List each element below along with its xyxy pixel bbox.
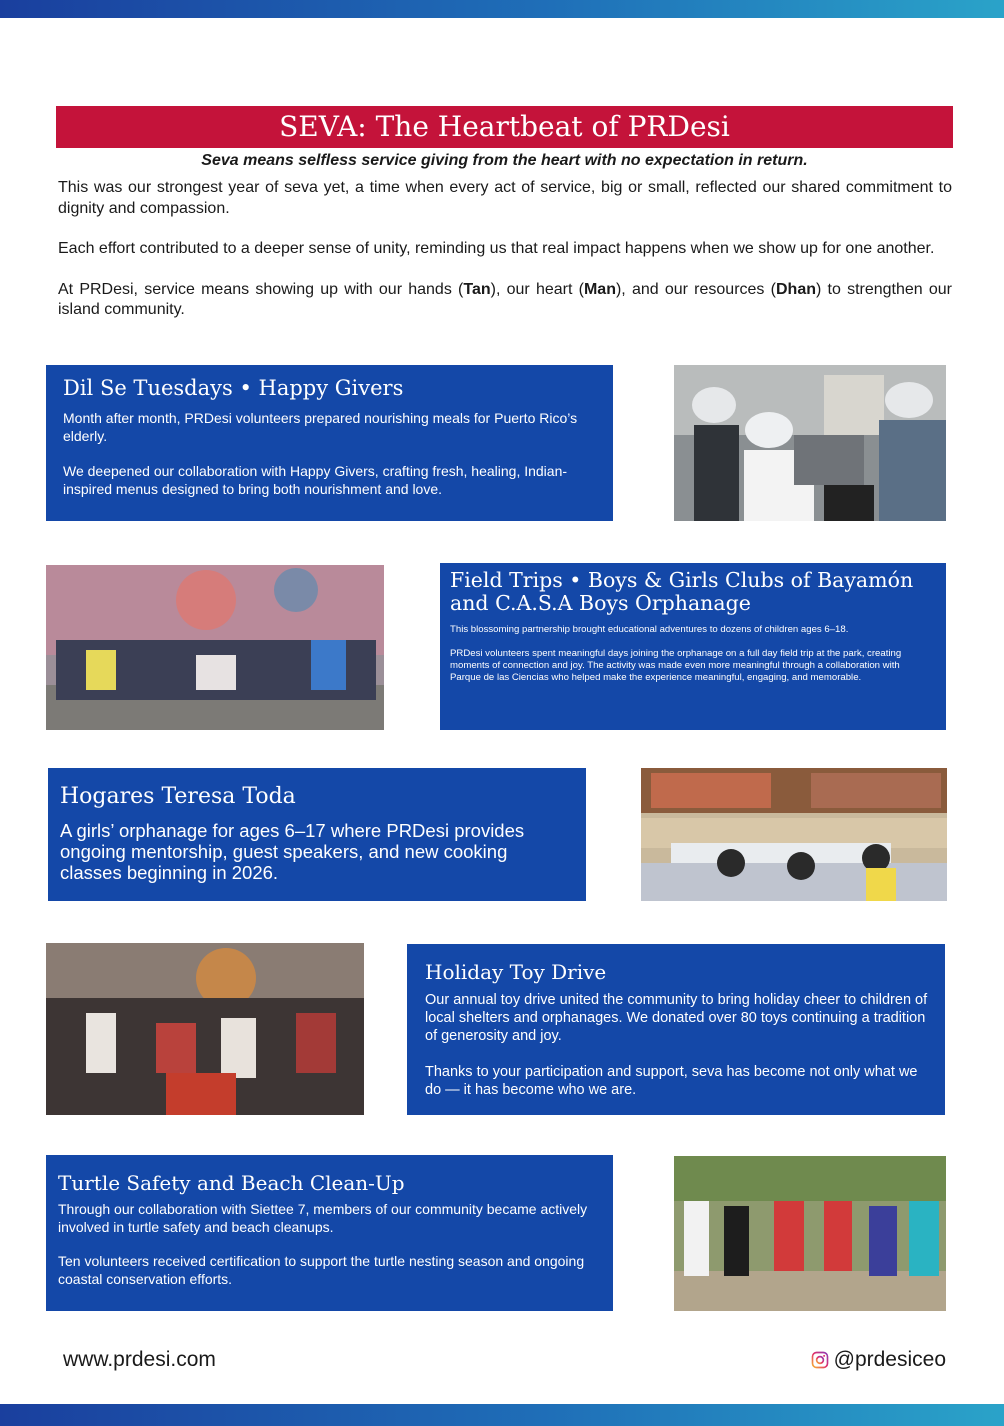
page-title-banner: SEVA: The Heartbeat of PRDesi xyxy=(56,106,953,148)
bottom-gradient-bar xyxy=(0,1404,1004,1426)
seva-definition: Seva means selfless service giving from the heart with no expectation in return. xyxy=(201,152,808,169)
turtle-safety-text-1: Through our collaboration with Siettee 7, members of our community became actively involved in turtle safety and beach cleanups. xyxy=(58,1201,588,1235)
dil-se-tuesdays-text-1: Month after month, PRDesi volunteers prepared nourishing meals for Puerto Rico’s elderly. xyxy=(63,410,578,444)
toy-drive-group-photo xyxy=(46,943,364,1115)
girls-classroom-photo xyxy=(641,768,947,901)
intro-paragraph-1: This was our strongest year of seva yet, a time when every act of service, big or small, reflected our shared commitment to dignity and compassion. xyxy=(58,179,952,217)
turtle-safety-text-2: Ten volunteers received certification to support the turtle nesting season and ongoing coastal conservation efforts. xyxy=(58,1253,585,1287)
field-trips-title: Field Trips • Boys & Girls Clubs of Bayamón and C.A.S.A Boys Orphanage xyxy=(450,568,914,615)
hogares-teresa-toda-card xyxy=(48,768,586,901)
holiday-toy-drive-card xyxy=(407,944,945,1115)
man-term: Man xyxy=(583,280,616,298)
top-gradient-bar xyxy=(0,0,1004,18)
intro-paragraph-3: At PRDesi, service means showing up with our hands (Tan), our heart (Man), and our resources (Dhan) to strengthen our island community. xyxy=(58,280,953,318)
holiday-toy-drive-text-2: Thanks to your participation and support, seva has become not only what we do — it has become who we are. xyxy=(425,1064,918,1098)
instagram-icon xyxy=(811,1351,829,1369)
dil-se-tuesdays-title: Dil Se Tuesdays • Happy Givers xyxy=(63,376,404,400)
dil-se-tuesdays-card xyxy=(46,365,613,521)
turtle-safety-title: Turtle Safety and Beach Clean-Up xyxy=(58,1171,405,1195)
intro-paragraph-2: Each effort contributed to a deeper sense of unity, reminding us that real impact happens when we show up for one another. xyxy=(58,240,935,257)
intro-text xyxy=(58,178,952,341)
beach-cleanup-group-photo xyxy=(674,1156,946,1311)
field-trip-group-photo xyxy=(46,565,384,730)
holiday-toy-drive-title: Holiday Toy Drive xyxy=(425,960,607,984)
dil-se-tuesdays-text-2: We deepened our collaboration with Happy Givers, crafting fresh, healing, Indian-inspired menus designed to bring both nourishment and love. xyxy=(63,463,568,497)
dhan-term: Dhan xyxy=(775,280,816,298)
holiday-toy-drive-text-1: Our annual toy drive united the community to bring holiday cheer to children of local shelters and orphanages. We donated over 80 toys continuing a tradition of generosity and joy. xyxy=(425,992,928,1044)
field-trips-text-2: PRDesi volunteers spent meaningful days joining the orphanage on a full day field trip at the park, creating moments of connection and joy. The activity was made even more meaningful through a collaboration with Parque de las Ciencias who helped make the experience meaningful, engaging, and memorable. xyxy=(450,648,902,683)
website-link[interactable]: www.prdesi.com xyxy=(63,1348,216,1371)
field-trips-card xyxy=(440,563,946,730)
hogares-teresa-toda-title: Hogares Teresa Toda xyxy=(60,784,296,809)
instagram-handle-text: @prdesiceo xyxy=(833,1348,946,1371)
hogares-teresa-toda-text: A girls’ orphanage for ages 6–17 where PRDesi provides ongoing mentorship, guest speakers, and new cooking classes beginning in 2026. xyxy=(60,820,525,883)
turtle-safety-card xyxy=(46,1155,613,1311)
field-trips-text-1: This blossoming partnership brought educational adventures to dozens of children ages 6–18. xyxy=(450,624,849,635)
volunteers-cooking-photo xyxy=(674,365,946,521)
instagram-handle[interactable] xyxy=(811,1347,946,1373)
tan-term: Tan xyxy=(463,280,491,298)
